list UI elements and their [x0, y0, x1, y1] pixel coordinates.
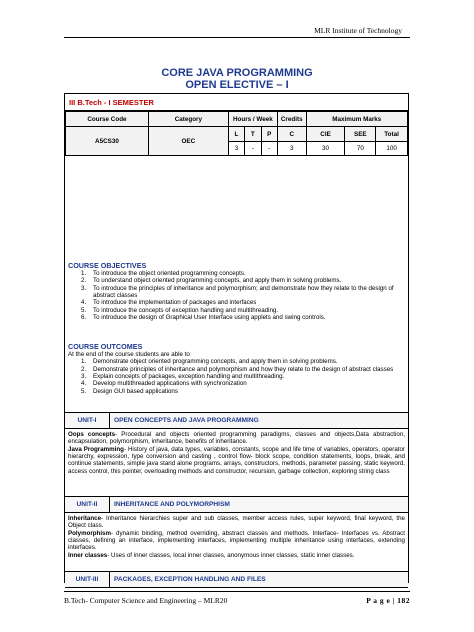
course-code-value: A5CS30 [66, 127, 149, 156]
institution-header: MLR Institute of Technology [314, 26, 402, 35]
unit-1-content: Oops concepts- Procedural and objects oriented programming paradigms, classes and objects,Data abstraction, encapsulation, polymorphism, inheritance, benefits of inheritance. Java Programming- History of java, data types, variables, constants, scope and life time of variables, operators, operator hierarchy, expression, type conversion and casting , control flow- block scope, condition statements, loops, break, and continue statements, simple java stand alone programs, arrays, constructors, methods, parameter passing, static keyword, access control, this pointer, overloading methods and constructor, recursion, garbage collection, exploring string class [68, 431, 406, 475]
list-item: 3. Explain concepts of packages, exception handling and multithreading. [81, 373, 285, 381]
outcomes-heading: COURSE OUTCOMES [68, 342, 143, 351]
col-course-code: Course Code [66, 112, 149, 127]
course-outcomes [65, 343, 408, 395]
col-see: SEE [345, 127, 376, 142]
course-title: CORE JAVA PROGRAMMING [161, 67, 313, 79]
unit-1-header [65, 412, 408, 429]
c-value: 3 [277, 142, 306, 156]
cie-value: 30 [306, 142, 345, 156]
list-item: 5. Design GUI based applications [81, 387, 178, 395]
category-value: OEC [148, 127, 228, 156]
col-credits: Credits [277, 112, 306, 127]
see-value: 70 [345, 142, 376, 156]
course-subtitle: OPEN ELECTIVE – I [185, 79, 289, 91]
list-item: 3. To introduce the principles of inheritance and polymorphism; and demonstrate how they relate to the design of abstract classes [81, 284, 394, 300]
unit-3-header [65, 571, 408, 588]
list-item: 4. Develop multithreaded applications with synchronization [81, 380, 247, 388]
unit-2-header [65, 496, 408, 513]
list-item: 1. To introduce the object oriented programming concepts. [81, 270, 246, 277]
objectives-heading: COURSE OBJECTIVES [68, 261, 147, 270]
t-value: - [245, 142, 261, 156]
unit-label: UNIT-III [65, 572, 110, 587]
col-cie: CIE [306, 127, 345, 142]
l-value: 3 [228, 142, 244, 156]
list-item: 2. Demonstrate principles of inheritance and polymorphism and how they relate to the design of abstract classes [81, 365, 394, 373]
unit-label: UNIT-II [65, 497, 110, 512]
footer-program: B.Tech- Computer Science and Engineering – MLR20 [64, 596, 228, 605]
footer-rule [64, 591, 410, 592]
list-item: 5. To introduce the concepts of exception handling and multithreading. [81, 306, 279, 314]
page-number: P a g e | 182 [366, 596, 410, 605]
unit-title: PACKAGES, EXCEPTION HANDLING AND FILES [114, 576, 266, 583]
list-item: 2. To understand object oriented programming concepts, and apply them in solving problems. [81, 277, 342, 285]
unit-title: OPEN CONCEPTS AND JAVA PROGRAMMING [114, 417, 259, 424]
list-item: 6. To introduce the design of Graphical User Interface using applets and swing controls. [81, 314, 326, 322]
col-t: T [245, 127, 261, 142]
list-item: 1. Demonstrate object oriented programming concepts, and apply them in solving problems. [81, 358, 338, 366]
outcomes-lead: At the end of the course students are able to [68, 351, 190, 358]
col-category: Category [148, 112, 228, 127]
col-total: Total [376, 127, 408, 142]
semester-label: III B.Tech - I SEMESTER [65, 94, 408, 111]
col-c: C [277, 127, 306, 142]
unit-2-content: Inheritance- Inheritance hierarchies super and sub classes, member access rules, super keyword, final keyword, the Object class. Polymorphism- dynamic binding, method overriding, abstract classes and methods. Interface- Interfaces vs. Abstract classes, defining an interface, implementing interfaces, implementing multiple inheritance using interfaces, extending interfaces. Inner classes- Uses of inner classes, local inner classes, anonymous inner classes, static inner classes. [68, 515, 405, 559]
unit-label: UNIT-I [65, 413, 110, 428]
course-objectives [65, 262, 408, 321]
list-item: 4. To introduce the implementation of packages and interfaces [81, 299, 257, 307]
col-hours-week: Hours / Week [228, 112, 277, 127]
col-p: P [261, 127, 277, 142]
total-value: 100 [376, 142, 408, 156]
unit-title: INHERITANCE AND POLYMORPHISM [114, 501, 230, 508]
p-value: - [261, 142, 277, 156]
col-maximum-marks: Maximum Marks [306, 112, 407, 127]
course-details-table [65, 111, 408, 156]
syllabus-box [64, 93, 409, 583]
col-l: L [228, 127, 244, 142]
header-rule [64, 37, 410, 38]
